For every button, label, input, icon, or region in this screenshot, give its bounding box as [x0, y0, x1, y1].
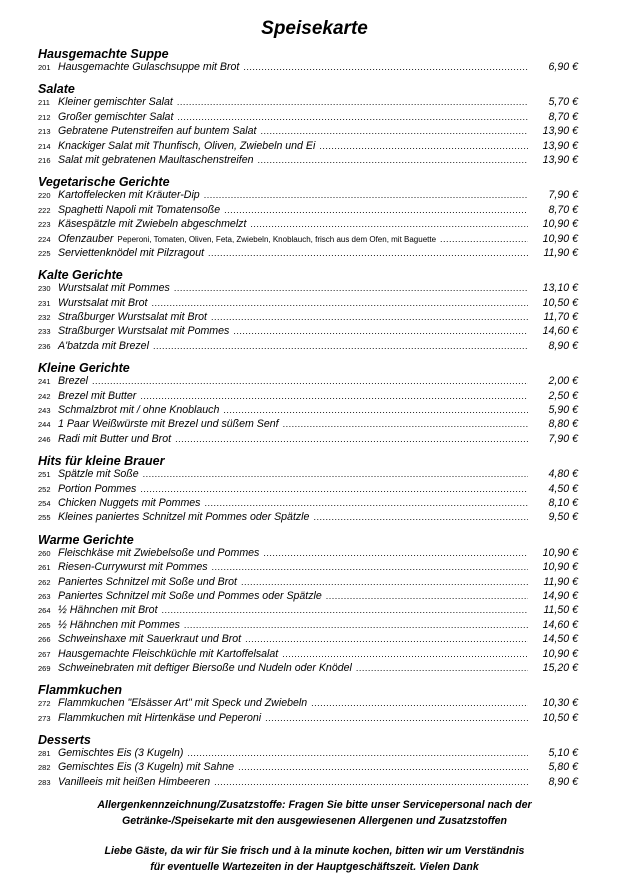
- menu-section: [38, 268, 578, 354]
- menu-item: [38, 96, 578, 110]
- dot-leader: [243, 62, 528, 72]
- item-price: 13,90 €: [542, 125, 578, 138]
- dot-leader: [212, 562, 528, 572]
- dot-leader: [319, 141, 528, 151]
- item-price: 2,50 €: [548, 389, 578, 402]
- item-number: 236: [38, 341, 51, 351]
- item-price: 13,10 €: [542, 282, 578, 295]
- menu-item: [38, 604, 578, 618]
- menu-item: [38, 311, 578, 325]
- menu-section: [38, 47, 578, 75]
- item-price: 10,90 €: [542, 232, 578, 245]
- menu-item: [38, 247, 578, 261]
- menu-item: [38, 111, 578, 125]
- dot-leader: [162, 605, 528, 615]
- item-number: 243: [38, 406, 51, 416]
- item-price: 14,60 €: [542, 325, 578, 338]
- item-price: 2,00 €: [548, 375, 578, 388]
- item-price: 9,50 €: [548, 511, 578, 524]
- item-price: 15,20 €: [542, 661, 578, 674]
- guest-notice-line: Liebe Gäste, da wir für Sie frisch und à la minute kochen, bitten wir um Verständnis: [104, 845, 525, 857]
- item-price: 10,90 €: [542, 647, 578, 660]
- item-number: 264: [38, 606, 51, 616]
- dot-leader: [258, 155, 528, 165]
- item-price: 10,90 €: [542, 546, 578, 559]
- dot-leader: [143, 469, 528, 479]
- dot-leader: [282, 649, 528, 659]
- menu-item: [38, 390, 578, 404]
- item-name: Großer gemischter Salat: [58, 110, 174, 123]
- dot-leader: [175, 434, 528, 444]
- menu-section: [38, 533, 578, 677]
- item-number: 273: [38, 713, 51, 723]
- allergen-line: Getränke-/Speisekarte mit den ausgewiesenen Allergenen und Zusatzstoffen: [121, 815, 507, 827]
- item-number: 272: [38, 699, 51, 709]
- menu-item: [38, 140, 578, 154]
- item-price: 8,70 €: [548, 110, 578, 123]
- menu-item: [38, 776, 578, 790]
- menu-item: [38, 218, 578, 232]
- item-name: Radi mit Butter und Brot: [58, 432, 172, 445]
- menu-item: [38, 404, 578, 418]
- menu-item: [38, 418, 578, 432]
- item-number: 261: [38, 563, 51, 573]
- dot-leader: [224, 205, 528, 215]
- menu-item: [38, 747, 578, 761]
- dot-leader: [177, 112, 528, 122]
- dot-leader: [187, 748, 528, 758]
- menu-item: [38, 282, 578, 296]
- item-name: Portion Pommes: [58, 482, 137, 495]
- item-price: 7,90 €: [548, 432, 578, 445]
- item-number: 269: [38, 663, 51, 673]
- item-number: 267: [38, 649, 51, 659]
- dot-leader: [260, 126, 528, 136]
- dot-leader: [326, 591, 528, 601]
- item-number: 263: [38, 591, 51, 601]
- item-name: Knackiger Salat mit Thunfisch, Oliven, Zwiebeln und Ei: [58, 139, 316, 152]
- item-number: 213: [38, 127, 51, 137]
- menu-item: [38, 125, 578, 139]
- dot-leader: [356, 663, 528, 673]
- item-price: 4,80 €: [548, 468, 578, 481]
- item-number: 224: [38, 234, 51, 244]
- item-name: Gemischtes Eis (3 Kugeln) mit Sahne: [58, 761, 235, 774]
- dot-leader: [241, 577, 528, 587]
- item-number: 232: [38, 313, 51, 323]
- menu-section: [38, 175, 578, 261]
- item-price: 14,50 €: [542, 633, 578, 646]
- item-name: Flammkuchen "Elsässer Art" mit Speck und Zwiebeln: [58, 697, 308, 710]
- item-name: 1 Paar Weißwürste mit Brezel und süßem Senf: [58, 418, 279, 431]
- dot-leader: [92, 376, 528, 386]
- item-price: 10,50 €: [542, 711, 578, 724]
- item-name: Fleischkäse mit Zwiebelsoße und Pommes: [58, 546, 260, 559]
- item-name: ½ Hähnchen mit Pommes: [58, 618, 180, 631]
- dot-leader: [204, 498, 528, 508]
- menu-item: [38, 712, 578, 726]
- item-price: 6,90 €: [548, 61, 578, 73]
- item-number: 242: [38, 391, 51, 401]
- dot-leader: [184, 620, 528, 630]
- item-name: Schweinshaxe mit Sauerkraut und Brot: [58, 633, 242, 646]
- item-number: 241: [38, 377, 51, 387]
- menu-list: [38, 47, 578, 797]
- item-name: Hausgemachte Fleischküchle mit Kartoffelsalat: [58, 647, 279, 660]
- item-number: 260: [38, 548, 51, 558]
- item-price: 8,80 €: [548, 418, 578, 431]
- item-name: Ofenzauber: [58, 232, 114, 245]
- section-title: Hits für kleine Brauer: [38, 454, 165, 469]
- menu-section: [38, 454, 578, 526]
- item-price: 8,10 €: [548, 496, 578, 509]
- guest-notice-line: für eventuelle Wartezeiten in der Hauptgeschäftszeit. Vielen Dank: [150, 861, 479, 873]
- menu-item: [38, 325, 578, 339]
- item-price: 8,90 €: [548, 775, 578, 788]
- item-price: 11,50 €: [543, 604, 578, 617]
- item-name: Spätzle mit Soße: [58, 468, 139, 481]
- item-price: 7,90 €: [548, 189, 578, 202]
- menu-item: [38, 61, 578, 75]
- dot-leader: [208, 248, 528, 258]
- menu-item: [38, 561, 578, 575]
- item-name: Straßburger Wurstsalat mit Brot: [58, 311, 207, 324]
- menu-item: [38, 497, 578, 511]
- section-title: Kleine Gerichte: [38, 361, 130, 376]
- dot-leader: [250, 219, 528, 229]
- item-name: Riesen-Currywurst mit Pommes: [58, 561, 208, 574]
- dot-leader: [140, 391, 528, 401]
- item-name: Wurstsalat mit Pommes: [58, 282, 170, 295]
- item-price: 13,90 €: [542, 153, 578, 166]
- item-price: 11,70 €: [543, 311, 578, 324]
- menu-item: [38, 619, 578, 633]
- item-name: Brezel: [58, 375, 89, 388]
- item-price: 8,70 €: [548, 203, 578, 216]
- item-price: 10,90 €: [542, 561, 578, 574]
- item-price: 4,50 €: [548, 482, 578, 495]
- menu-item: [38, 547, 578, 561]
- item-price: 11,90 €: [543, 246, 578, 259]
- menu-item: [38, 662, 578, 676]
- menu-item: [38, 648, 578, 662]
- item-number: 222: [38, 205, 51, 215]
- item-name: Kartoffelecken mit Kräuter-Dip: [58, 189, 200, 202]
- item-price: 13,90 €: [542, 139, 578, 152]
- dot-leader: [153, 341, 528, 351]
- dot-leader: [313, 512, 528, 522]
- page-title: Speisekarte: [261, 18, 368, 39]
- item-price: 10,90 €: [542, 218, 578, 231]
- menu-item: [38, 483, 578, 497]
- item-name: Vanilleeis mit heißen Himbeeren: [58, 775, 211, 788]
- dot-leader: [211, 312, 528, 322]
- dot-leader: [214, 777, 528, 787]
- menu-item: [38, 633, 578, 647]
- dot-leader: [263, 548, 528, 558]
- item-number: 223: [38, 220, 51, 230]
- dot-leader: [233, 326, 528, 336]
- item-number: 230: [38, 284, 51, 294]
- item-number: 266: [38, 635, 51, 645]
- menu-item: [38, 204, 578, 218]
- item-name: Käsespätzle mit Zwiebeln abgeschmelzt: [58, 218, 247, 231]
- item-number: 220: [38, 191, 51, 201]
- item-price: 14,60 €: [542, 618, 578, 631]
- item-number: 254: [38, 498, 51, 508]
- item-name: Straßburger Wurstsalat mit Pommes: [58, 325, 230, 338]
- item-name: Paniertes Schnitzel mit Soße und Brot: [58, 575, 238, 588]
- dot-leader: [283, 419, 528, 429]
- section-title: Vegetarische Gerichte: [38, 175, 170, 190]
- section-title: Hausgemachte Suppe: [38, 47, 169, 61]
- dot-leader: [177, 97, 528, 107]
- item-name: Chicken Nuggets mit Pommes: [58, 496, 201, 509]
- item-name: Spaghetti Napoli mit Tomatensoße: [58, 203, 221, 216]
- dot-leader: [204, 190, 528, 200]
- dot-leader: [174, 283, 528, 293]
- item-number: 246: [38, 434, 51, 444]
- menu-item: [38, 576, 578, 590]
- dot-leader: [238, 762, 528, 772]
- menu-section: [38, 361, 578, 447]
- item-number: 251: [38, 470, 51, 480]
- item-name: Brezel mit Butter: [58, 389, 137, 402]
- item-number: 265: [38, 620, 51, 630]
- section-title: Salate: [38, 82, 75, 97]
- item-name: Serviettenknödel mit Pilzragout: [58, 246, 205, 259]
- item-number: 262: [38, 577, 51, 587]
- section-title: Warme Gerichte: [38, 532, 134, 547]
- item-number: 244: [38, 420, 51, 430]
- item-name: Salat mit gebratenen Maultaschenstreifen: [58, 153, 254, 166]
- menu-item: [38, 340, 578, 354]
- item-number: 255: [38, 513, 51, 523]
- menu-item: [38, 233, 578, 247]
- menu-item: [38, 511, 578, 525]
- item-name: Kleiner gemischter Salat: [58, 96, 173, 109]
- dot-leader: [265, 713, 528, 723]
- item-number: 283: [38, 777, 51, 787]
- section-title: Desserts: [38, 733, 91, 748]
- item-number: 233: [38, 327, 51, 337]
- menu-item: [38, 761, 578, 775]
- item-price: 5,70 €: [548, 96, 578, 109]
- item-name: Schmalzbrot mit / ohne Knoblauch: [58, 404, 220, 417]
- item-number: 231: [38, 298, 51, 308]
- item-price: 5,80 €: [548, 761, 578, 774]
- item-name: Hausgemachte Gulaschsuppe mit Brot: [58, 61, 240, 73]
- menu-item: [38, 590, 578, 604]
- item-price: 10,30 €: [542, 697, 578, 710]
- menu-section: [38, 733, 578, 790]
- menu-item: [38, 297, 578, 311]
- item-name: ½ Hähnchen mit Brot: [58, 604, 158, 617]
- item-note: Peperoni, Tomaten, Oliven, Feta, Zwiebeln, Knoblauch, frisch aus dem Ofen, mit Baguette: [117, 234, 437, 244]
- item-number: 212: [38, 112, 51, 122]
- dot-leader: [440, 234, 528, 244]
- menu-item: [38, 433, 578, 447]
- section-title: Kalte Gerichte: [38, 268, 123, 283]
- item-name: Wurstsalat mit Brot: [58, 296, 148, 309]
- dot-leader: [311, 698, 528, 708]
- section-title: Flammkuchen: [38, 683, 123, 698]
- item-name: Kleines paniertes Schnitzel mit Pommes oder Spätzle: [58, 511, 310, 524]
- item-price: 5,90 €: [548, 404, 578, 417]
- allergen-line: Allergenkennzeichnung/Zusatzstoffe: Fragen Sie bitte unser Servicepersonal nach der: [97, 799, 532, 811]
- item-number: 216: [38, 155, 51, 165]
- item-price: 5,10 €: [548, 747, 578, 760]
- menu-item: [38, 468, 578, 482]
- menu-item: [38, 375, 578, 389]
- dot-leader: [151, 298, 528, 308]
- item-name: Paniertes Schnitzel mit Soße und Pommes oder Spätzle: [58, 589, 322, 602]
- item-number: 201: [38, 63, 51, 72]
- menu-item: [38, 697, 578, 711]
- item-number: 281: [38, 749, 51, 759]
- item-name: Schweinebraten mit deftiger Biersoße und Nudeln oder Knödel: [58, 661, 352, 674]
- menu-section: [38, 683, 578, 726]
- item-price: 14,90 €: [542, 589, 578, 602]
- item-price: 8,90 €: [548, 339, 578, 352]
- dot-leader: [223, 405, 528, 415]
- item-name: Flammkuchen mit Hirtenkäse und Peperoni: [58, 711, 262, 724]
- item-number: 282: [38, 763, 51, 773]
- dot-leader: [245, 634, 528, 644]
- item-number: 252: [38, 484, 51, 494]
- dot-leader: [140, 484, 528, 494]
- item-name: Gebratene Putenstreifen auf buntem Salat: [58, 125, 257, 138]
- item-name: A'batzda mit Brezel: [58, 339, 149, 352]
- allergen-notice: [20, 797, 609, 829]
- menu-item: [38, 189, 578, 203]
- guest-notice: [20, 843, 609, 875]
- item-price: 11,90 €: [543, 575, 578, 588]
- item-name: Gemischtes Eis (3 Kugeln): [58, 747, 184, 760]
- item-number: 214: [38, 141, 51, 151]
- item-number: 225: [38, 248, 51, 258]
- menu-section: [38, 82, 578, 168]
- menu-item: [38, 154, 578, 168]
- item-number: 211: [38, 98, 50, 108]
- item-price: 10,50 €: [542, 296, 578, 309]
